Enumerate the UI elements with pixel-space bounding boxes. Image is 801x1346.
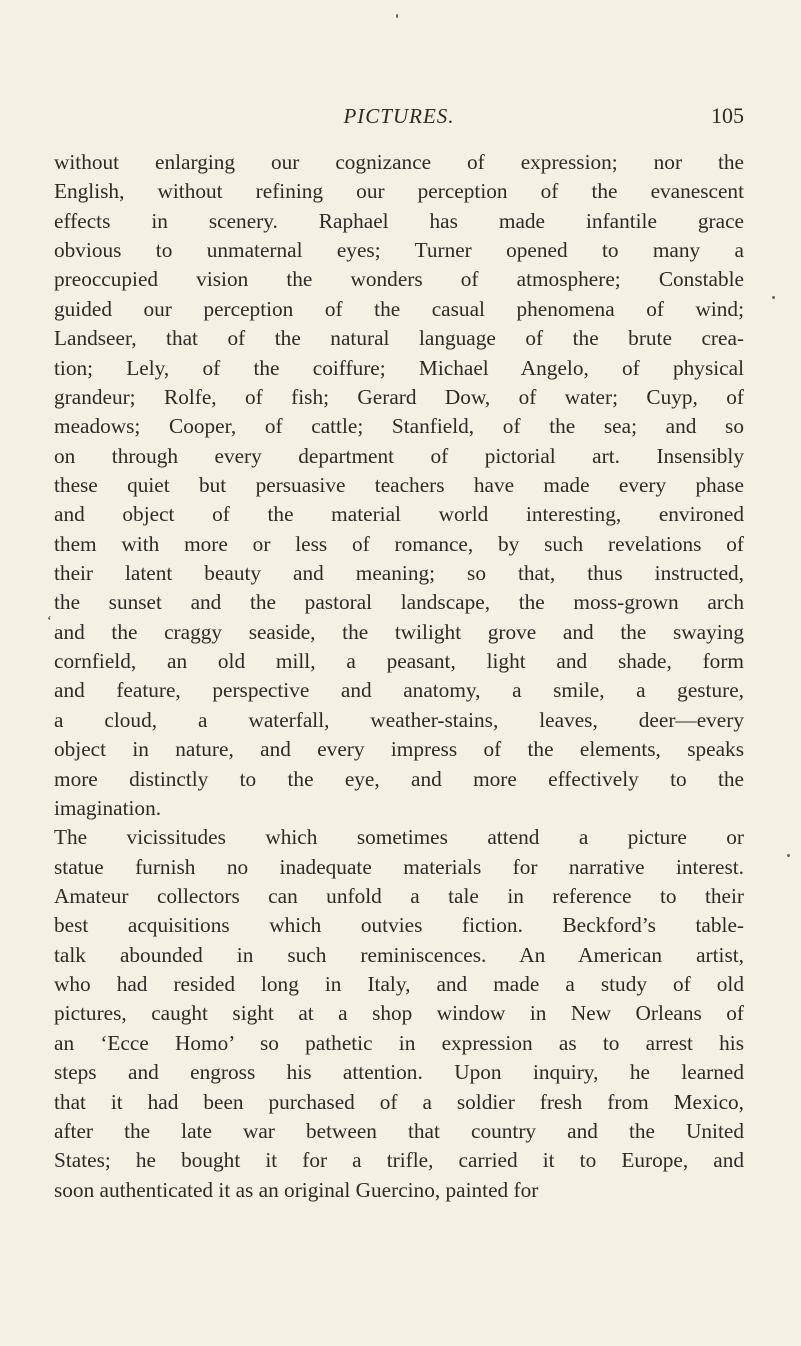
text-line: that it had been purchased of a soldier fresh from Mexico, — [54, 1089, 744, 1114]
text-line: talk abounded in such reminiscences. An American artist, — [54, 942, 744, 967]
text-line: English, without refining our perception of the evanescent — [54, 179, 744, 204]
text-line: their latent beauty and meaning; so that, thus instructed, — [54, 561, 744, 586]
text-line: pictures, caught sight at a shop window in New Orleans of — [54, 1001, 744, 1026]
text-line: preoccupied vision the wonders of atmosphere; Constable — [54, 267, 744, 292]
text-line: on through every department of pictorial art. Insensibly — [54, 443, 744, 468]
text-line: imagination. — [54, 795, 162, 820]
text-line: meadows; Cooper, of cattle; Stanfield, of the sea; and so — [54, 414, 744, 439]
text-line: tion; Lely, of the coiffure; Michael Angelo, of physical — [54, 355, 744, 380]
text-line: and the craggy seaside, the twilight grove and the swaying — [54, 619, 744, 644]
text-line: more distinctly to the eye, and more effectively to the — [54, 766, 744, 791]
paper-speck — [787, 854, 790, 857]
body-text — [54, 148, 744, 1205]
page-header — [54, 101, 744, 131]
text-line: Amateur collectors can unfold a tale in reference to their — [54, 883, 744, 908]
text-line: soon authenticated it as an original Guercino, painted for — [54, 1177, 539, 1202]
text-line: and object of the material world interesting, environed — [54, 502, 744, 527]
paper-speck — [396, 14, 398, 18]
text-line: cornfield, an old mill, a peasant, light and shade, form — [54, 649, 744, 674]
text-line: guided our perception of the casual phenomena of wind; — [54, 296, 744, 321]
text-line: States; he bought it for a trifle, carried it to Europe, and — [54, 1148, 744, 1173]
text-line: obvious to unmaternal eyes; Turner opened to many a — [54, 238, 744, 263]
text-line: The vicissitudes which sometimes attend a picture or — [54, 825, 744, 850]
paper-speck — [772, 296, 775, 299]
text-line: after the late war between that country and the United — [54, 1118, 744, 1143]
text-line: effects in scenery. Raphael has made infantile grace — [54, 208, 744, 233]
text-line: without enlarging our cognizance of expression; nor the — [54, 150, 744, 174]
running-title: PICTURES. — [343, 104, 455, 128]
page-number: 105 — [711, 103, 744, 128]
text-line: best acquisitions which outvies fiction. Beckford’s table- — [54, 913, 744, 938]
margin-mark: ‘ — [47, 614, 52, 629]
text-line: and feature, perspective and anatomy, a smile, a gesture, — [54, 678, 744, 703]
text-line: the sunset and the pastoral landscape, the moss-grown arch — [54, 590, 744, 615]
text-line: a cloud, a waterfall, weather-stains, leaves, deer—every — [54, 707, 744, 732]
text-line: object in nature, and every impress of the elements, speaks — [54, 737, 744, 762]
text-line: Landseer, that of the natural language of the brute crea- — [54, 326, 744, 351]
text-line: these quiet but persuasive teachers have made every phase — [54, 472, 744, 497]
text-line: grandeur; Rolfe, of fish; Gerard Dow, of water; Cuyp, of — [54, 384, 744, 409]
text-line: steps and engross his attention. Upon inquiry, he learned — [54, 1060, 744, 1085]
text-line: them with more or less of romance, by such revelations of — [54, 531, 744, 556]
text-line: who had resided long in Italy, and made a study of old — [54, 972, 744, 997]
text-line: an ‘Ecce Homo’ so pathetic in expression as to arrest his — [54, 1030, 744, 1055]
text-line: statue furnish no inadequate materials for narrative interest. — [54, 854, 744, 879]
